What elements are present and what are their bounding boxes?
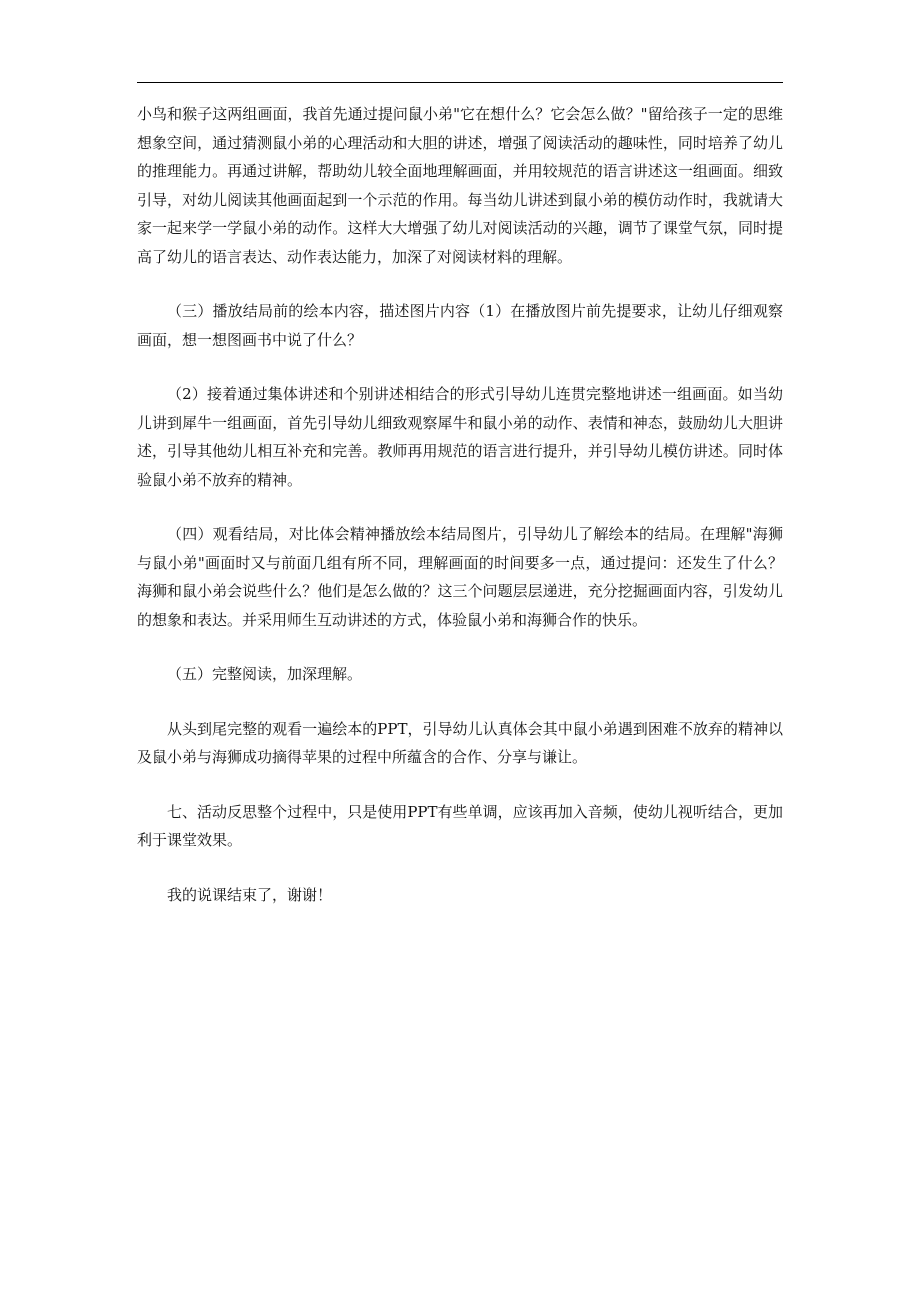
header-rule (137, 82, 783, 83)
paragraph-section-five: （五）完整阅读，加深理解。 (167, 665, 363, 683)
paragraph-section-four: （四）观看结局，对比体会精神播放绘本结局图片，引导幼儿了解绘本的结局。在理解"海狮与鼠小弟"画面时又与前面几组有所不同，理解画面的时间要多一点，通过提问：还发生了什么？海狮和鼠小弟会说些什么？他们是怎么做的？这三个问题层层递进，充分挖掘画面内容，引发幼儿的想象和表达。并采用师生互动讲述的方式，体验鼠小弟和海狮合作的快乐。 (137, 525, 783, 629)
paragraph-picture-reading: 小鸟和猴子这两组画面，我首先通过提问鼠小弟"它在想什么？它会怎么做？"留给孩子一定的思维想象空间，通过猜测鼠小弟的心理活动和大胆的讲述，增强了阅读活动的趣味性，同时培养了幼儿的推理能力。再通过讲解，帮助幼儿较全面地理解画面，并用较规范的语言讲述这一组画面。细致引导，对幼儿阅读其他画面起到一个示范的作用。每当幼儿讲述到鼠小弟的模仿动作时，我就请大家一起来学一学鼠小弟的动作。这样大大增强了幼儿对阅读活动的兴趣，调节了课堂气氛，同时提高了幼儿的语言表达、动作表达能力，加深了对阅读材料的理解。 (137, 105, 783, 266)
document-body (137, 100, 783, 935)
paragraph-closing: 我的说课结束了，谢谢！ (167, 885, 333, 904)
paragraph-full-reading: 从头到尾完整的观看一遍绘本的PPT，引导幼儿认真体会其中鼠小弟遇到困难不放弃的精神以及鼠小弟与海狮成功摘得苹果的过程中所蕴含的合作、分享与谦让。 (137, 719, 783, 766)
paragraph-reflection: 七、活动反思整个过程中，只是使用PPT有些单调，应该再加入音频，使幼儿视听结合，更加利于课堂效果。 (137, 802, 783, 849)
paragraph-section-three: （三）播放结局前的绘本内容，描述图片内容（1）在播放图片前先提要求，让幼儿仔细观察画面，想一想图画书中说了什么？ (137, 302, 783, 349)
paragraph-step-two: （2）接着通过集体讲述和个别讲述相结合的形式引导幼儿连贯完整地讲述一组画面。如当幼儿讲到犀牛一组画面，首先引导幼儿细致观察犀牛和鼠小弟的动作、表情和神态，鼓励幼儿大胆讲述，引导其他幼儿相互补充和完善。教师再用规范的语言进行提升，并引导幼儿模仿讲述。同时体验鼠小弟不放弃的精神。 (137, 385, 783, 489)
